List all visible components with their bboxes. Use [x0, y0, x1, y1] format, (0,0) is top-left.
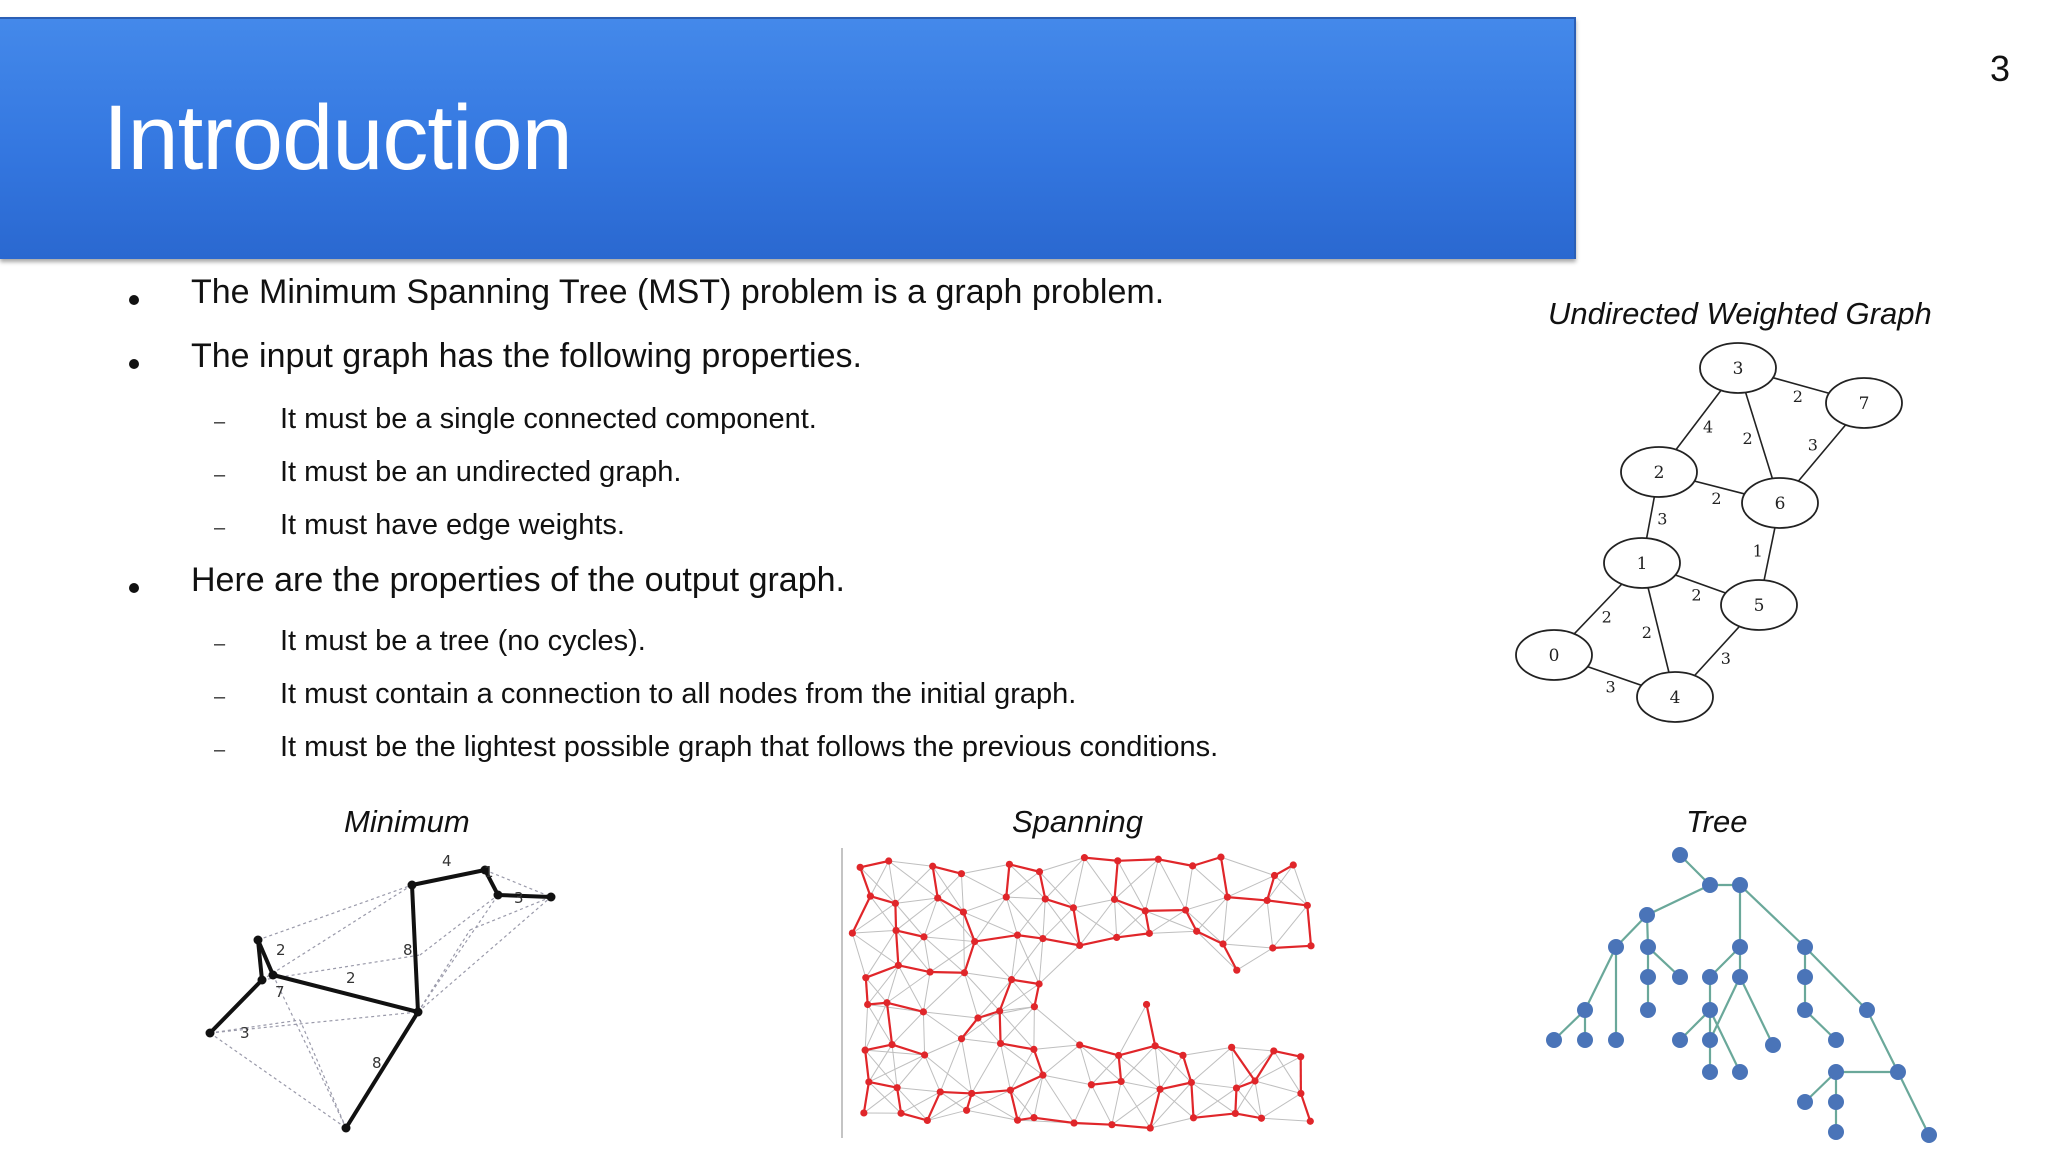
tree-node	[1732, 939, 1748, 955]
tree-node	[1890, 1064, 1906, 1080]
tree-node	[1859, 1002, 1875, 1018]
sub-bullet-text: It must be an undirected graph.	[280, 456, 682, 488]
caption-minimum: Minimum	[344, 804, 470, 839]
tree-node	[1639, 907, 1655, 923]
page-number: 3	[1990, 48, 2011, 89]
edge-weight-label: 8	[403, 941, 413, 959]
tree-node	[1672, 1032, 1688, 1048]
tree-node	[1640, 1002, 1656, 1018]
edge-weight-label: 2	[1691, 585, 1702, 605]
tree-node	[1702, 877, 1718, 893]
sub-bullet-text: It must be the lightest possible graph that follows the previous conditions.	[280, 731, 1219, 763]
tree-node	[1702, 1002, 1718, 1018]
edge-weight-label: 2	[1792, 387, 1803, 407]
tree-node	[1797, 969, 1813, 985]
tree-node	[1732, 877, 1748, 893]
sub-bullet-text: It must be a single connected component.	[280, 403, 817, 435]
tree-edge	[1647, 885, 1710, 915]
graph-node-label: 3	[1732, 359, 1744, 379]
edge-weight-label: 2	[1641, 622, 1652, 642]
edge-weight-label: 1	[1752, 541, 1763, 561]
tree-node	[1640, 939, 1656, 955]
tree-node	[1577, 1002, 1593, 1018]
caption-tree: Tree	[1686, 804, 1748, 839]
tree-node	[1797, 939, 1813, 955]
tree-edge	[1585, 947, 1616, 1010]
tree-edge	[1898, 1072, 1929, 1135]
tree-edge	[1740, 885, 1805, 947]
bullet-text: Here are the properties of the output graph.	[191, 561, 845, 599]
tree-node	[1797, 1002, 1813, 1018]
slide-title: Introduction	[103, 87, 572, 189]
graph-node-label: 6	[1774, 494, 1786, 514]
edge-weight-label: 8	[372, 1054, 382, 1072]
edge-weight-label: 2	[1601, 607, 1612, 627]
tree-node	[1828, 1032, 1844, 1048]
edge-weight-label: 2	[346, 969, 356, 987]
edge-weight-label: 3	[1657, 509, 1668, 529]
tree-node	[1577, 1032, 1593, 1048]
bullet-text: The input graph has the following properties.	[191, 337, 862, 375]
graph-node-label: 2	[1653, 463, 1665, 483]
tree-node	[1702, 969, 1718, 985]
tree-node	[1546, 1032, 1562, 1048]
tree-node	[1702, 1064, 1718, 1080]
edge-weight-label: 7	[275, 983, 285, 1001]
dash-icon: –	[214, 633, 226, 655]
edge-weight-label: 2	[276, 941, 286, 959]
edge-weight-label: 3	[240, 1024, 250, 1042]
sub-bullet-text: It must contain a connection to all nodes from the initial graph.	[280, 678, 1077, 710]
graph-node-label: 1	[1636, 554, 1648, 574]
dash-icon: –	[214, 739, 226, 761]
tree-edge	[1740, 977, 1773, 1045]
tree-node	[1640, 969, 1656, 985]
tree-node	[1921, 1127, 1937, 1143]
graph-node-label: 5	[1753, 596, 1765, 616]
tree-edge	[1805, 947, 1867, 1010]
caption-spanning: Spanning	[1012, 804, 1144, 839]
edge-weight-label: 4	[442, 852, 452, 870]
tree-node	[1828, 1064, 1844, 1080]
edge-weight-label: 3	[1807, 435, 1818, 455]
tree-node	[1672, 969, 1688, 985]
sub-bullet-text: It must be a tree (no cycles).	[280, 625, 646, 657]
tree-node	[1608, 939, 1624, 955]
caption-weighted-graph: Undirected Weighted Graph	[1548, 296, 1932, 331]
tree-node	[1702, 1032, 1718, 1048]
edge-weight-label: 3	[1720, 649, 1731, 669]
dash-icon: –	[214, 411, 226, 433]
tree-node	[1765, 1037, 1781, 1053]
dash-icon: –	[214, 686, 226, 708]
tree-node	[1672, 847, 1688, 863]
tree-node	[1732, 1064, 1748, 1080]
edge-weight-label: 1	[484, 863, 494, 881]
edge-weight-label: 3	[514, 889, 524, 907]
sub-bullet-text: It must have edge weights.	[280, 509, 625, 541]
tree-node	[1828, 1094, 1844, 1110]
graph-node-label: 7	[1858, 394, 1870, 414]
graph-node-label: 0	[1548, 646, 1560, 666]
tree-node	[1732, 969, 1748, 985]
bullet-text: The Minimum Spanning Tree (MST) problem is a graph problem.	[191, 273, 1165, 311]
graph-node-label: 4	[1669, 688, 1681, 708]
tree-node	[1608, 1032, 1624, 1048]
edge-weight-label: 2	[1742, 429, 1753, 449]
tree-edge	[1867, 1010, 1898, 1072]
edge-weight-label: 4	[1702, 417, 1714, 437]
edge-weight-label: 2	[1711, 489, 1722, 509]
edge-weight-label: 3	[1605, 677, 1616, 697]
tree-node	[1797, 1094, 1813, 1110]
tree-node	[1828, 1124, 1844, 1140]
dash-icon: –	[214, 464, 226, 486]
dash-icon: –	[214, 517, 226, 539]
